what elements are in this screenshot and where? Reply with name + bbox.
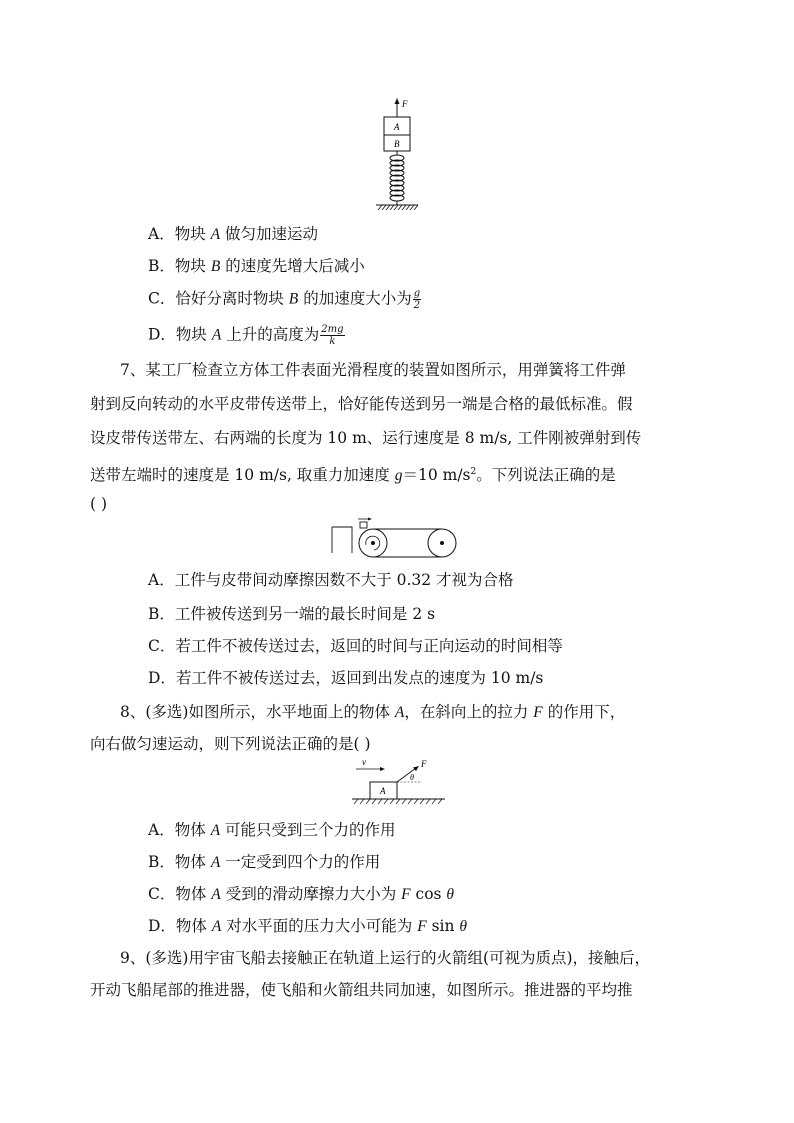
option-text: cos [410,885,447,903]
fig6-force-label: F [402,99,408,109]
q7-option-b: B．工件被传送到另一端的最长时间是 2 s [148,605,436,623]
block-b-label: B [394,139,400,149]
option-prefix: D．物块 [148,325,212,344]
variable: A [210,854,221,871]
velocity-label: v [362,757,366,767]
arrow-head [380,767,385,771]
option-prefix: B．物块 [148,257,211,275]
left-axle [371,541,375,545]
variable: B [288,290,299,308]
q6-option-b [148,256,365,277]
q8-option-d [148,916,467,937]
ground-hatch [378,205,418,210]
option-prefix: A．物体 [148,821,211,839]
spring-blocks-figure [370,95,430,213]
fraction-numerator: 2mg [321,324,344,335]
inclined-force-figure [350,757,450,807]
q6-option-c [148,288,421,311]
variable: θ [459,918,468,935]
option-text: 的加速度大小为 [298,289,412,308]
stem-text: 8、(多选)如图所示，水平地面上的物体 [120,703,395,721]
option-prefix: D．物体 [148,917,212,935]
q7-option-d: D．若工件不被传送过去，返回到出发点的速度为 10 m/s [148,669,544,687]
q6-option-d [148,324,345,347]
stem-text: 送带左端时的速度是 10 m/s, 取重力加速度 [90,466,395,485]
block-a-label: A [380,786,386,796]
variable: B [210,258,221,275]
q7-stem-line-4 [90,462,616,486]
fraction-denominator: k [329,336,336,347]
arrow-head [413,766,419,771]
angle-label: θ [410,773,414,782]
option-text: 做匀加速运动 [220,225,319,243]
variable: A [394,704,405,721]
fraction-numerator: g [413,288,421,299]
variable: g [394,467,403,485]
option-prefix: A．物块 [148,225,211,243]
stem-text: ＝10 m/s [402,466,471,485]
variable: θ [446,886,455,903]
variable: A [210,822,221,839]
q7-stem-line-2: 射到反向转动的水平皮带传送带上，恰好能传送到另一端是合格的最低标准。假 [90,395,633,413]
variable: A [211,918,222,935]
variable: F [401,886,411,903]
option-text: 上升的高度为 [221,325,320,344]
launch-spring [332,527,352,553]
option-text: 可能只受到三个力的作用 [220,821,396,839]
variable: F [417,918,427,935]
q8-option-b [148,852,380,873]
variable: A [211,886,221,903]
stem-text: 的作用下， [542,703,626,721]
option-text: 一定受到四个力的作用 [220,853,381,871]
q9-stem-line-1: 9、(多选)用宇宙飞船去接触正在轨道上运行的火箭组(可视为质点)，接触后， [120,949,651,967]
right-axle [440,541,444,545]
conveyor-belt-figure [330,515,470,565]
q7-option-c: C．若工件不被传送过去，返回的时间与正向运动的时间相等 [148,637,563,655]
q8-option-a [148,820,396,841]
variable: F [533,704,543,721]
option-prefix: B．物体 [148,853,211,871]
option-text: 的速度先增大后减小 [220,257,365,275]
arrow-head [368,518,372,521]
q6-option-a [148,224,318,245]
stem-text: 。下列说法正确的是 [476,466,616,485]
q8-stem-line-2: 向右做匀速运动，则下列说法正确的是( ) [90,735,371,753]
stem-text: ，在斜向上的拉力 [404,703,534,721]
ground-hatch [354,799,442,804]
q8-option-c [148,884,454,905]
option-text: 对水平面的压力大小可能为 [221,917,418,935]
fraction [413,288,421,311]
fraction-denominator: 2 [413,300,421,311]
variable: A [211,326,222,344]
q9-stem-line-2: 开动飞船尾部的推进器，使飞船和火箭组共同加速，如图所示。推进器的平均推 [90,981,633,999]
workpiece [360,522,367,528]
q7-stem-line-1: 7、某工厂检查立方体工件表面光滑程度的装置如图所示，用弹簧将工件弹 [120,361,626,379]
block-a-label: A [394,122,400,132]
option-text: 受到的滑动摩擦力大小为 [220,885,402,903]
q8-stem-line-1 [120,702,625,723]
spring [390,151,404,205]
force-arrow-head [395,98,400,104]
q7-answer-blank: ( ) [90,495,108,513]
option-text: sin [426,917,460,935]
q7-stem-line-3: 设皮带传送带左、右两端的长度为 10 m、运行速度是 8 m/s, 工件刚被弹射到传 [90,429,642,447]
q7-option-a: A．工件与皮带间动摩擦因数不大于 0.32 才视为合格 [148,571,514,589]
variable: A [210,226,221,243]
option-prefix: C．物体 [148,885,212,903]
fraction [320,324,344,347]
force-label: F [421,759,427,769]
superscript: 2 [470,467,477,477]
option-prefix: C．恰好分离时物块 [148,289,289,308]
